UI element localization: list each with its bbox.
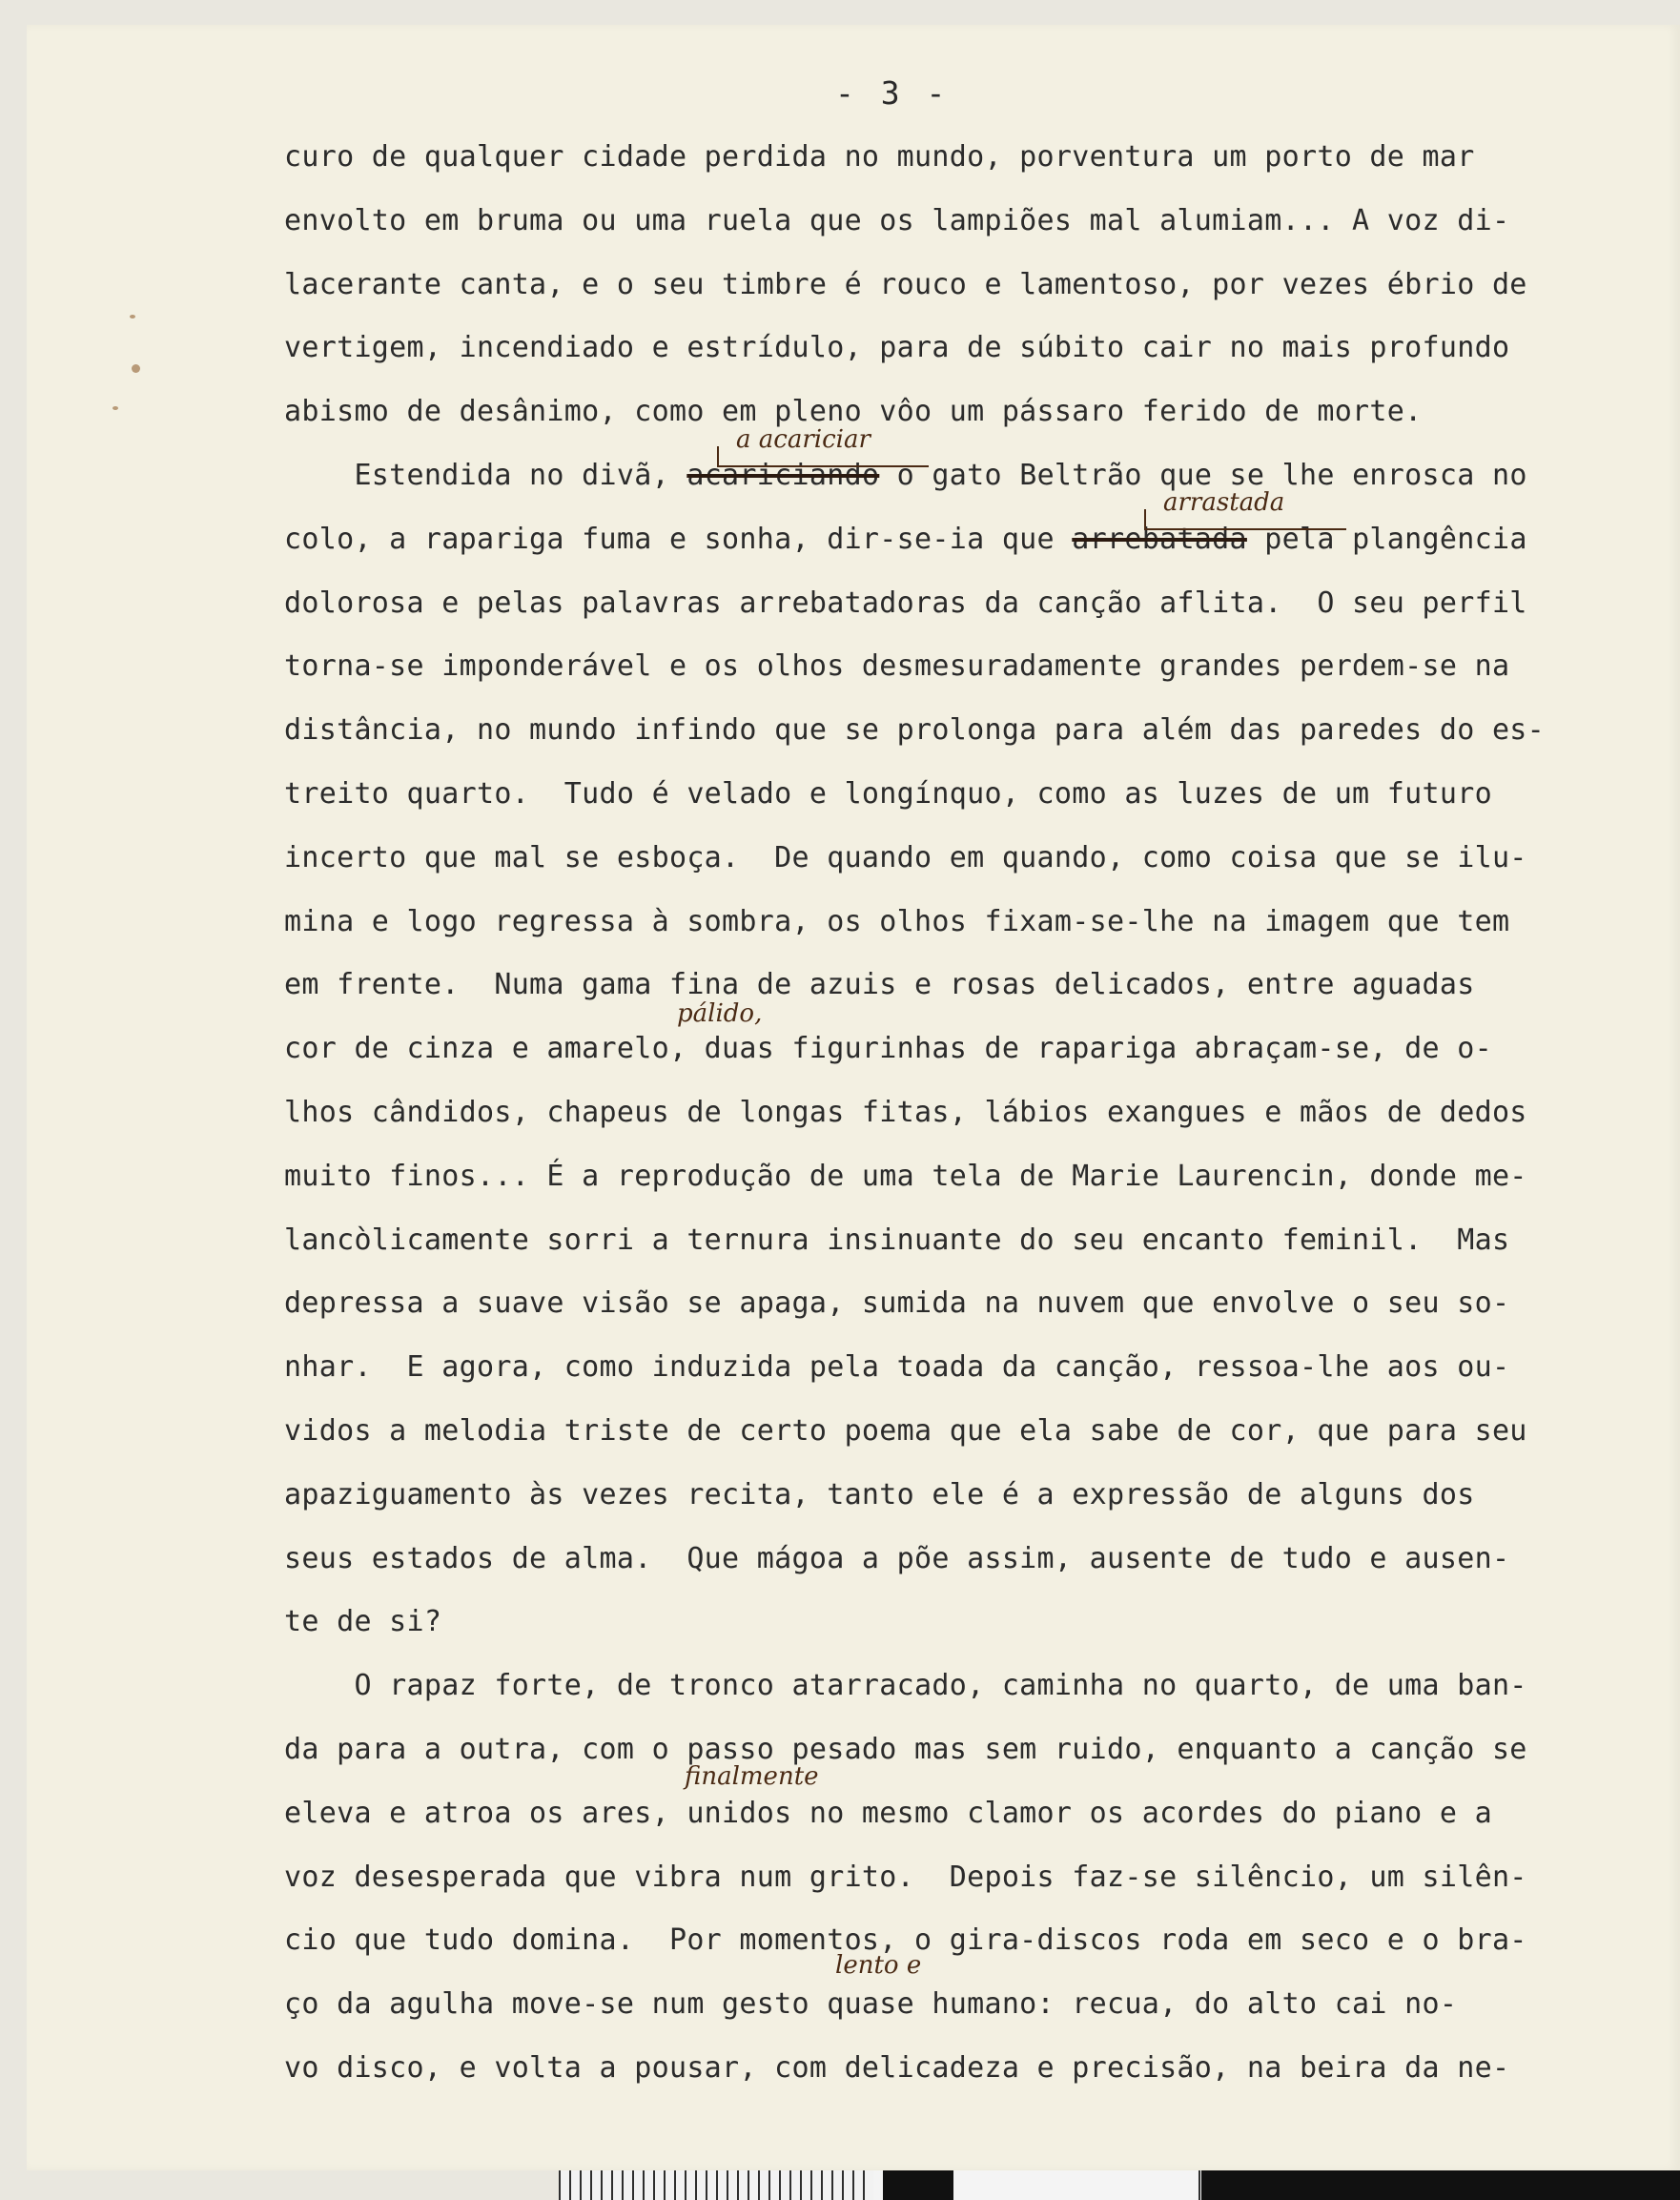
typed-line: torna-se imponderável e os olhos desmesuradamente grandes perdem-se na bbox=[284, 649, 1510, 684]
typed-line: vo disco, e volta a pousar, com delicadeza e precisão, na beira da ne- bbox=[284, 2050, 1510, 2085]
typed-line: abismo de desânimo, como em pleno vôo um pássaro ferido de morte. bbox=[284, 395, 1423, 429]
typed-line: seus estados de alma. Que mágoa a põe assim, ausente de tudo e ausen- bbox=[284, 1541, 1510, 1575]
typed-line: distância, no mundo infindo que se prolonga para além das paredes do es- bbox=[284, 713, 1546, 748]
typed-line: cor de cinza e amarelo, duas figurinhas de rapariga abraçam-se, de o- bbox=[284, 1032, 1492, 1066]
typed-line: vertigem, incendiado e estrídulo, para de súbito cair no mais profundo bbox=[284, 331, 1510, 365]
paper-speck bbox=[130, 315, 135, 319]
typed-line: depressa a suave visão se apaga, sumida na nuvem que envolve o seu so- bbox=[284, 1286, 1510, 1321]
ruler-black-patch bbox=[883, 2170, 953, 2200]
handwritten-correction-acariciar: a acariciar bbox=[736, 425, 871, 454]
typed-line: lancòlicamente sorri a ternura insinuante do seu encanto feminil. Mas bbox=[284, 1223, 1510, 1257]
handwritten-correction-arrastada: arrastada bbox=[1163, 488, 1285, 517]
typed-line: voz desesperada que vibra num grito. Depois faz-se silêncio, um silên- bbox=[284, 1860, 1527, 1894]
ruler-black-patch bbox=[1201, 2170, 1680, 2200]
typed-line: te de si? bbox=[284, 1605, 442, 1639]
typed-line: dolorosa e pelas palavras arrebatadoras da canção aflita. O seu perfil bbox=[284, 586, 1527, 620]
typed-line: incerto que mal se esboça. De quando em quando, como coisa que se ilu- bbox=[284, 840, 1527, 874]
typed-line: mina e logo regressa à sombra, os olhos fixam-se-lhe na imagem que tem bbox=[284, 904, 1510, 938]
struck-word: arrebatada bbox=[1072, 522, 1247, 556]
paper-speck bbox=[132, 364, 140, 373]
typed-line: eleva e atroa os ares, unidos no mesmo clamor os acordes do piano e a bbox=[284, 1796, 1492, 1830]
typed-line: da para a outra, com o passo pesado mas sem ruido, enquanto a canção se bbox=[284, 1732, 1527, 1766]
page-number: - 3 - bbox=[835, 74, 950, 112]
typed-line: ço da agulha move-se num gesto quase humano: recua, do alto cai no- bbox=[284, 1987, 1458, 2022]
typed-line: curo de qualquer cidade perdida no mundo, porventura um porto de mar bbox=[284, 140, 1475, 174]
correction-bracket bbox=[1144, 509, 1346, 530]
handwritten-correction-palido: pálido, bbox=[677, 999, 763, 1028]
color-scale-ruler bbox=[559, 2170, 1680, 2200]
typed-line: lhos cândidos, chapeus de longas fitas, lábios exangues e mãos de dedos bbox=[284, 1095, 1527, 1129]
typed-line: muito finos... É a reprodução de uma tela de Marie Laurencin, donde me- bbox=[284, 1159, 1527, 1193]
typed-line: em frente. Numa gama fina de azuis e rosas delicados, entre aguadas bbox=[284, 968, 1475, 1002]
typed-line: Estendida no divã, acariciando o gato Beltrão que se lhe enrosca no bbox=[284, 458, 1527, 492]
struck-word: acariciando bbox=[686, 458, 880, 492]
typed-line: apaziguamento às vezes recita, tanto ele é a expressão de alguns dos bbox=[284, 1477, 1475, 1511]
typed-line: vidos a melodia triste de certo poema que ela sabe de cor, que para seu bbox=[284, 1413, 1527, 1448]
typed-line: envolto em bruma ou uma ruela que os lampiões mal alumiam... A voz di- bbox=[284, 203, 1510, 237]
handwritten-correction-lento: lento e bbox=[835, 1951, 922, 1980]
typed-text-body bbox=[284, 126, 1638, 2101]
paper-speck bbox=[113, 406, 118, 410]
typed-line: cio que tudo domina. Por momentos, o gira-discos roda em seco e o bra- bbox=[284, 1923, 1527, 1958]
typed-line: colo, a rapariga fuma e sonha, dir-se-ia que arrebatada pela plangência bbox=[284, 522, 1527, 556]
typed-line: O rapaz forte, de tronco atarracado, caminha no quarto, de uma ban- bbox=[284, 1669, 1527, 1703]
typed-line: treito quarto. Tudo é velado e longínquo, como as luzes de um futuro bbox=[284, 776, 1492, 811]
correction-bracket bbox=[717, 446, 929, 467]
typed-line: lacerante canta, e o seu timbre é rouco e lamentoso, por vezes ébrio de bbox=[284, 267, 1527, 301]
handwritten-correction-finalmente: finalmente bbox=[685, 1762, 819, 1791]
typed-line: nhar. E agora, como induzida pela toada da canção, ressoa-lhe aos ou- bbox=[284, 1350, 1510, 1385]
